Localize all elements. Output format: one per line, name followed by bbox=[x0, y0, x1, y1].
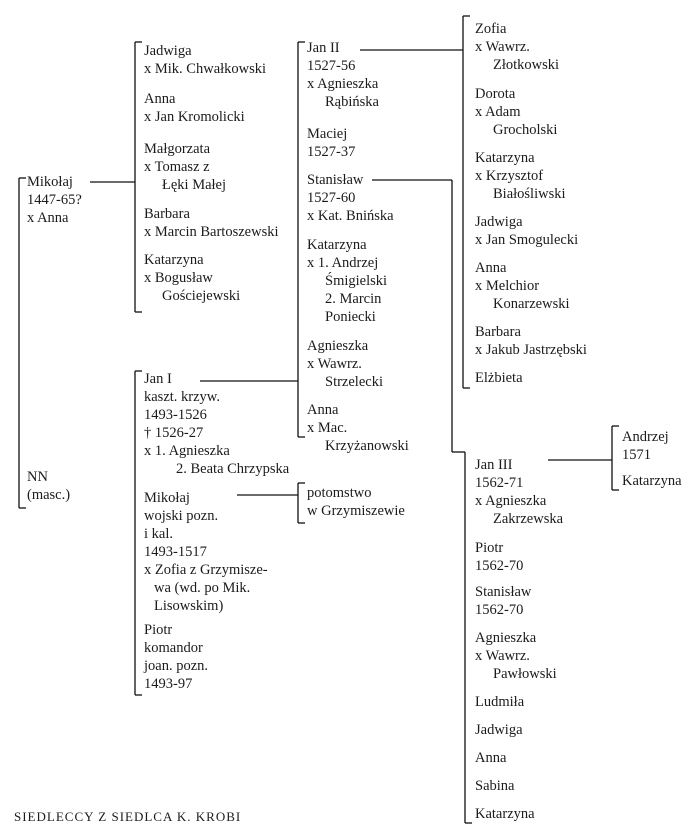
person-jan-ii bbox=[307, 39, 379, 111]
person-jadwiga bbox=[144, 42, 266, 78]
entry-line: w Grzymiszewie bbox=[307, 503, 405, 519]
entry-line: Maciej bbox=[307, 126, 348, 142]
entry-line: Anna bbox=[307, 402, 339, 418]
entry-line: 1571 bbox=[622, 447, 651, 463]
entry-line: x Zofia z Grzymisze- bbox=[144, 562, 268, 578]
entry-line: Agnieszka bbox=[307, 338, 369, 354]
entry-line: Łęki Małej bbox=[162, 177, 227, 193]
entry-line: Sabina bbox=[475, 778, 515, 794]
entry-line: x Jan Kromolicki bbox=[144, 109, 245, 125]
entry-line: Jadwiga bbox=[475, 214, 523, 230]
entry-line: wojski pozn. bbox=[144, 508, 219, 524]
person-katarzyna bbox=[622, 472, 682, 490]
entry-line: 2. Beata Chrzypska bbox=[176, 461, 290, 477]
entry-line: 1527-37 bbox=[307, 144, 356, 160]
person-katarzyna bbox=[144, 251, 240, 305]
entry-line: Anna bbox=[144, 91, 176, 107]
entry-line: x 1. Agnieszka bbox=[144, 443, 230, 459]
entry-line: Strzelecki bbox=[325, 374, 383, 390]
entry-line: x Wawrz. bbox=[307, 356, 362, 372]
entry-line: Elżbieta bbox=[475, 370, 523, 386]
entry-line: x Adam bbox=[475, 104, 521, 120]
person-agnieszka bbox=[475, 629, 557, 683]
person-piotr bbox=[475, 539, 523, 575]
entry-line: joan. pozn. bbox=[144, 658, 209, 674]
person-maciej bbox=[307, 125, 355, 161]
entry-line: Rąbińska bbox=[325, 94, 379, 110]
entry-line: Barbara bbox=[475, 324, 521, 340]
entry-line: x Jan Smogulecki bbox=[475, 232, 579, 248]
entry-line: † 1526-27 bbox=[144, 425, 204, 441]
person-elzbieta bbox=[475, 369, 523, 387]
person-stanislaw bbox=[307, 171, 394, 225]
person-piotr bbox=[144, 621, 208, 693]
entry-line: Katarzyna bbox=[307, 237, 367, 253]
entry-line: komandor bbox=[144, 640, 203, 656]
person-malgorzata bbox=[144, 140, 226, 194]
entry-line: wa (wd. po Mik. bbox=[154, 580, 251, 596]
entry-line: Katarzyna bbox=[622, 473, 682, 489]
entry-line: Katarzyna bbox=[475, 150, 535, 166]
entry-line: Lisowskim) bbox=[154, 598, 224, 614]
person-jadwiga bbox=[475, 721, 523, 739]
entry-line: x 1. Andrzej bbox=[307, 255, 379, 271]
person-andrzej bbox=[622, 428, 669, 464]
person-jan-i bbox=[144, 370, 289, 478]
person-katarzyna bbox=[475, 805, 535, 823]
entry-line: Grocholski bbox=[493, 122, 558, 138]
person-barbara bbox=[475, 323, 587, 359]
entry-line: 2. Marcin bbox=[325, 291, 382, 307]
entry-line: x Mac. bbox=[307, 420, 348, 436]
entry-line: 1562-70 bbox=[475, 602, 524, 618]
entry-line: Piotr bbox=[475, 540, 504, 556]
entry-line: Złotkowski bbox=[493, 57, 560, 73]
entry-line: 1527-56 bbox=[307, 58, 356, 74]
person-anna bbox=[144, 90, 245, 126]
person-barbara bbox=[144, 205, 279, 241]
entry-line: x Wawrz. bbox=[475, 39, 530, 55]
entry-line: 1527-60 bbox=[307, 190, 356, 206]
entry-line: Gościejewski bbox=[162, 288, 241, 304]
entry-line: Anna bbox=[475, 260, 507, 276]
entry-line: Stanisław bbox=[307, 172, 364, 188]
person-ludmila bbox=[475, 693, 524, 711]
entry-line: x Wawrz. bbox=[475, 648, 530, 664]
entry-line: 1562-71 bbox=[475, 475, 524, 491]
figure-caption: SIEDLECCY Z SIEDLCA K. KROBI bbox=[14, 809, 242, 824]
entry-line: x Anna bbox=[27, 210, 69, 226]
person-agnieszka bbox=[307, 337, 383, 391]
person-katarzyna bbox=[307, 236, 387, 326]
entry-line: x Krzysztof bbox=[475, 168, 544, 184]
descendants-grzymiszew bbox=[307, 484, 405, 520]
entry-line: potomstwo bbox=[307, 485, 372, 501]
entry-line: x Kat. Bnińska bbox=[307, 208, 394, 224]
entry-line: x Tomasz z bbox=[144, 159, 210, 175]
person-jan-iii bbox=[475, 456, 563, 528]
entry-line: Agnieszka bbox=[475, 630, 537, 646]
entry-line: 1562-70 bbox=[475, 558, 524, 574]
entry-line: Piotr bbox=[144, 622, 173, 638]
entry-line: x Agnieszka bbox=[307, 76, 379, 92]
entry-line: (masc.) bbox=[27, 487, 71, 503]
entry-line: NN bbox=[27, 469, 48, 485]
entry-line: Poniecki bbox=[325, 309, 376, 325]
entry-line: 1493-1526 bbox=[144, 407, 207, 423]
entry-line: Zofia bbox=[475, 21, 507, 37]
person-jadwiga bbox=[475, 213, 578, 249]
person-katarzyna bbox=[475, 149, 566, 203]
entry-line: Jadwiga bbox=[144, 43, 192, 59]
person-anna bbox=[475, 259, 570, 313]
entry-line: Ludmiła bbox=[475, 694, 525, 710]
person-dorota bbox=[475, 85, 557, 139]
person-mikolaj-wojski bbox=[144, 489, 268, 615]
person-anna bbox=[475, 749, 506, 767]
entry-line: x Mik. Chwałkowski bbox=[144, 61, 267, 77]
entry-line: Stanisław bbox=[475, 584, 532, 600]
entry-line: 1493-97 bbox=[144, 676, 193, 692]
entry-line: Jan I bbox=[144, 371, 172, 387]
entry-line: Dorota bbox=[475, 86, 516, 102]
entry-line: Barbara bbox=[144, 206, 190, 222]
entry-line: 1447-65? bbox=[27, 192, 82, 208]
entry-line: kaszt. krzyw. bbox=[144, 389, 220, 405]
entry-line: Anna bbox=[475, 750, 507, 766]
entry-line: x Bogusław bbox=[144, 270, 213, 286]
entry-line: Andrzej bbox=[622, 429, 669, 445]
person-stanislaw bbox=[475, 583, 531, 619]
person-nn bbox=[27, 468, 70, 504]
entry-line: 1493-1517 bbox=[144, 544, 207, 560]
entry-line: Katarzyna bbox=[144, 252, 204, 268]
entry-line: x Marcin Bartoszewski bbox=[144, 224, 279, 240]
person-zofia bbox=[475, 20, 559, 74]
entry-line: x Jakub Jastrzębski bbox=[475, 342, 587, 358]
entry-line: Pawłowski bbox=[493, 666, 557, 682]
entry-line: x Agnieszka bbox=[475, 493, 547, 509]
entry-line: Mikołaj bbox=[144, 490, 190, 506]
entry-line: Białośliwski bbox=[493, 186, 566, 202]
person-sabina bbox=[475, 777, 514, 795]
person-anna bbox=[307, 401, 409, 455]
entry-line: Małgorzata bbox=[144, 141, 211, 157]
person-mikolaj bbox=[27, 173, 82, 227]
entry-line: Zakrzewska bbox=[493, 511, 564, 527]
entry-line: Krzyżanowski bbox=[325, 438, 409, 454]
entry-line: i kal. bbox=[144, 526, 173, 542]
entry-line: Katarzyna bbox=[475, 806, 535, 822]
entry-line: x Melchior bbox=[475, 278, 540, 294]
entry-line: Jadwiga bbox=[475, 722, 523, 738]
entry-line: Śmigielski bbox=[325, 273, 388, 289]
entry-line: Konarzewski bbox=[493, 296, 570, 312]
entry-line: Jan II bbox=[307, 40, 340, 56]
entry-line: Jan III bbox=[475, 457, 513, 473]
entry-line: Mikołaj bbox=[27, 174, 73, 190]
